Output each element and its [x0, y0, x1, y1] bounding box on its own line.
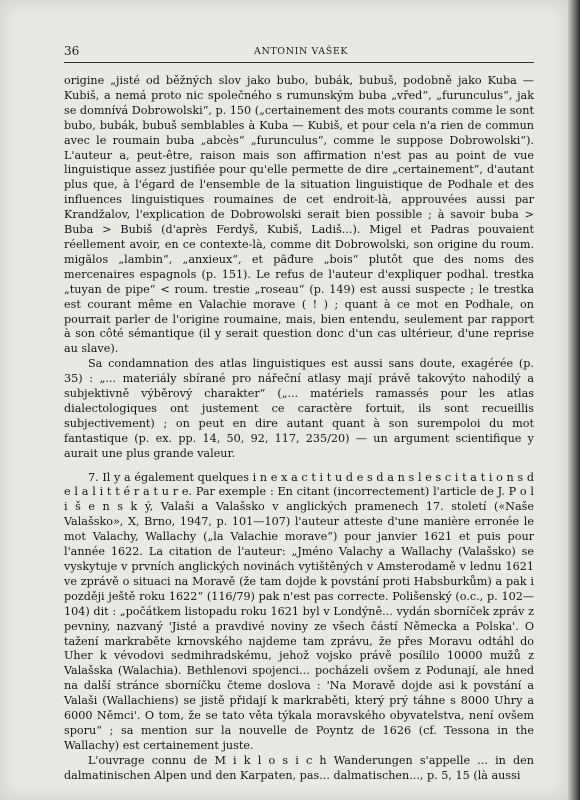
- body-text: [64, 74, 534, 784]
- scan-edge-shadow: [568, 0, 580, 800]
- paragraph-atlas-critique: Sa condamnation des atlas linguistiques est aussi sans doute, exagérée (p. 35) : „... materiály sbírané pro nářeční atlasy mají právě takovýto nahodilý a subjektivně výběrový charakter“ („... matériels ramassés pour les atlas dialectologiques ont justement ce caractère fortuit, ils sont recueillis subjectivement) ; on peut en dire autant quant à son surempoloi du mot fantastique (p. ex. pp. 14, 50, 92, 117, 235/20) — un argument scientifique y aurait une plus grande valeur.: [64, 357, 534, 460]
- paragraph-miklosich: L'ouvrage connu de M i k l o s i c h Wanderungen s'appelle ... in den dalmatinischen Alpen und den Karpaten, pas... dalmatischen..., p. 5, 15 (là aussi: [64, 753, 534, 782]
- page-number: 36: [64, 44, 80, 58]
- paragraph-continuation: origine „jisté od běžných slov jako bubo, bubák, bubuš, podobně jako Kuba — Kubiš, a nemá proto nic společného s rumunským buba „vřed“, „furunculus“, jak se domnívá Dobrowolski“, p. 150 („certainement des mots courants comme le sont bubo, bubák, bubuš semblables à Kuba — Kubiš, et pour cela n'a rien de commun avec le roumain buba „abcès“ „furunculus“, comme le suppose Dobrowolski“). L'auteur a, peut-être, raison mais son affirmation n'est pas au point de vue linguistique assez justifiée pour qu'elle permette de dire „certainement“, d'autant plus que, à l'égard de l'ensemble de la situation linguistique de Podhale et des influences linguistiques roumaines de cet endroit-là, approuvées aussi par Krandžalov, l'explication de Dobrowolski serait bien possible ; à savoir buba > Buba > Bubiš (d'après Ferdyš, Kubiš, Ladiš...). Migel et Padras pouvaient réellement avoir, en ce contexte-là, comme dit Dobrowolski, son origine du roum. migălos „lambin“, „anxieux“, et păđure „bois“ plutôt que des noms des mercenaires espagnols (p. 151). Le refus de l'auteur d'expliquer podhal. trestka „tuyan de pipe“ < roum. trestie „roseau“ (p. 149) est aussi suspecte ; le trestka est courant même en Valachie morave ( ! ) ; quant à ce mot en Podhale, on pourrait parler de l'origine roumaine, mais, bien entendu, seulement par rapport à son côté sémantique (il y serait question donc d'un cas ultérieur, d'une reprise au slave).: [64, 74, 534, 356]
- page-header: [64, 42, 534, 63]
- running-head: ANTONIN VAŠEK: [254, 46, 349, 57]
- paragraph-section-7: 7. Il y a également quelques i n e x a c t i t u d e s d a n s l e s c i t a t i o n s d e l a l i t t é r a t u r e. Par exemple : En citant (incorrectement) l'article de J. P o l i š e n s k ý, Valaši a Valašsko v anglických pramenech 17. století («Naše Valašsko», X, Brno, 1947, p. 101—107) l'auteur atteste d'une manière erronée le mot Valachy, Wallachy („la Valachie morave“) pour janvier 1621 et puis pour l'année 1622. La citation de l'auteur: „Jméno Valachy a Wallachy (Valašsko) se vyskytuje v prvních anglických novinách vytištěných v Amsterodamě v lednu 1621 ve zprávě o situaci na Moravě (že tam dojde k povstání proti Habsburkům) a pak i později ještě roku 1622“ (116/79) pak n'est pas correcte. Polišenský (o.c., p. 102—104) dit : „počátkem listopadu roku 1621 byl v Londýně... vydán sborníček zpráv z pevniny, nazvaný 'Jisté a pravdivé noviny ze všech částí Německa a Polska'. O tažení markraběte krnovského najdeme tam zprávu, že přes Moravu odtáhl do Uher k vévodovi sedmihradskému, jehož vojsko právě posílilo 10000 mužů z Valašska (Walachia). Bethlenovi spojenci... pocházeli ovšem z Podunají, ale hned na další stránce sborníčku čteme doslova : 'Na Moravě dojde asi k povstání a Valaši (Wallachiens) se jistě přidají k markraběti, který prý táhne s 8000 Uhry a 6000 Němci'. O tom, že se tato věta týkala moravského obyvatelstva, není ovšem sporu“ ; sa mention sur la nouvelle de Poyntz de 1626 (cf. Tessona in the Wallachy) est certainement juste.: [64, 470, 534, 752]
